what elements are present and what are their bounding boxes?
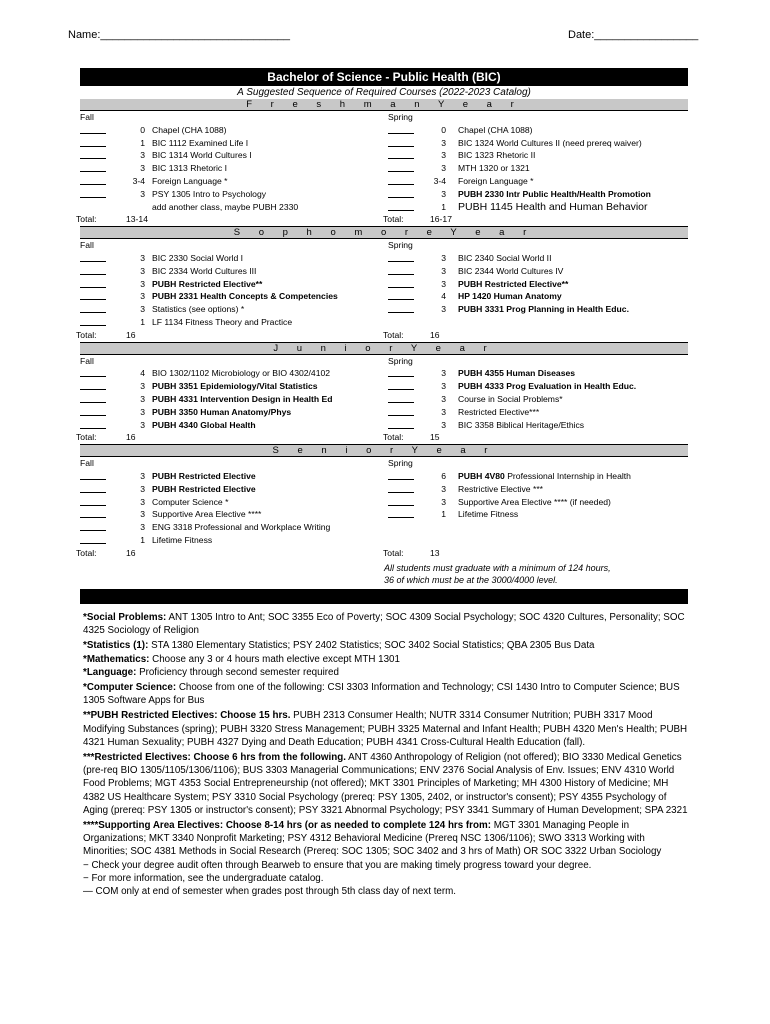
fall-hours: 3: [140, 393, 145, 404]
fall-checkbox-blank[interactable]: [80, 534, 106, 548]
fall-hours: 4: [140, 368, 145, 379]
spring-course: Lifetime Fitness: [458, 509, 519, 520]
fall-course: BIC 1313 Rhetoric I: [152, 163, 227, 174]
spring-course: PUBH 4355 Human Diseases: [458, 368, 576, 379]
course-row: [80, 303, 688, 316]
fall-checkbox-blank[interactable]: [80, 188, 106, 202]
spring-hours: 0: [441, 124, 446, 135]
year-header: F r e s h m a n Y e a r: [80, 99, 688, 111]
spring-hours: 3: [441, 163, 446, 174]
course-row: [80, 534, 688, 547]
spring-checkbox-blank[interactable]: [388, 175, 414, 189]
semester-labels: [80, 239, 688, 252]
fall-checkbox-blank[interactable]: [80, 521, 106, 535]
spring-course: BIC 1323 Rhetoric II: [458, 150, 536, 161]
footnote-pubh: **PUBH Restricted Electives: Choose 15 hrs. PUBH 2313 Consumer Health; NUTR 3314 Consumer Nutrition; PUBH 3317 Mood Modifying Substances (spring); PUBH 3320 Stress Management; PUBH 3325 Maternal and Infant Health; PUBH 4320 Men's Health; PUBH 4321 Human Sexuality; PUBH 4327 Dying and Death Education; PUBH 4341 Cross-Cultural Health Education (fall).: [83, 710, 688, 748]
fall-total-label: Total:: [76, 329, 97, 340]
fall-checkbox-blank[interactable]: [80, 265, 106, 279]
spring-checkbox-blank[interactable]: [388, 367, 414, 381]
spring-course: PUBH 3331 Prog Planning in Health Educ.: [458, 304, 629, 315]
fall-checkbox-blank[interactable]: [80, 124, 106, 138]
spring-total-value: 16-17: [430, 214, 452, 225]
fall-checkbox-blank[interactable]: [80, 496, 106, 510]
fall-label: Fall: [80, 355, 94, 366]
spring-checkbox-blank[interactable]: [388, 124, 414, 138]
fall-checkbox-blank[interactable]: [80, 316, 106, 330]
spring-course: [458, 470, 631, 483]
semester-labels: [80, 457, 688, 470]
spring-total-label: Total:: [383, 432, 404, 443]
fall-checkbox-blank[interactable]: [80, 508, 106, 522]
fall-hours: 3-4: [132, 175, 145, 186]
fall-course: Computer Science *: [152, 496, 229, 507]
course-row: [80, 278, 688, 291]
spring-checkbox-blank[interactable]: [388, 278, 414, 292]
fall-checkbox-blank[interactable]: [80, 406, 106, 420]
spring-total-label: Total:: [383, 329, 404, 340]
year-header: S e n i o r Y e a r: [80, 444, 688, 457]
fall-course: BIC 2330 Social World I: [152, 252, 244, 263]
fall-hours: 3: [140, 496, 145, 507]
spring-course: Foreign Language *: [458, 175, 534, 186]
fall-course: PSY 1305 Intro to Psychology: [152, 188, 267, 199]
totals-row: [76, 213, 688, 226]
spring-course: PUBH 2330 Intr Public Health/Health Promotion: [458, 188, 651, 199]
spring-hours: 3: [441, 265, 446, 276]
fall-total-label: Total:: [76, 547, 97, 558]
footnote-restricted: ***Restricted Electives: Choose 6 hrs from the following. ANT 4360 Anthropology of Religion (not offered); BIO 3330 Medical Genetics (pre-req BIO 1305/1105/1306/1106); BUS 3303 Managerial Communications; ENV 2376 Social Analysis of Env. Issues; ENV 4310 World Food Problems; MGT 4353 Social Entrepreneurship (not offered); MKT 3301 Principles of Marketing; MH 4300 History of Medicine; MH 4382 US Healthcare System; PSY 3310 Social Psychology (prereq: PSY 1305, 2402, or instructor's consent); PSY 4355 Psychology of Aging (prereq: PSY 1305 or instructor's consent); PSY 3321 Abnormal Psychology; PSY 3341 Summary of Human Development; SPA 2321: [83, 752, 688, 816]
course-sequence: [76, 68, 688, 604]
fall-course: BIC 1112 Examined Life I: [152, 137, 249, 148]
spring-hours: 3: [441, 278, 446, 289]
footnote-supporting: ****Supporting Area Electives: Choose 8-14 hrs (or as needed to complete 124 hrs from: MGT 3301 Managing People in Organizations; MKT 3340 Nonprofit Marketing; PSY 4312 Behavioral Medicine (Prereq NSC 1306/1106); SWO 3313 Working with Minorities; SOC 4381 Methods in Social Research (Prereq: SOC 1305; SOC 3402 and 3 hrs of Math) OR SOC 3322 Urban Sociology: [83, 820, 662, 858]
fall-total-label: Total:: [76, 432, 97, 443]
fall-course: Chapel (CHA 1088): [152, 124, 227, 135]
fall-label: Fall: [80, 240, 94, 251]
fall-hours: 3: [140, 381, 145, 392]
fall-hours: 3: [140, 265, 145, 276]
course-row: [80, 265, 688, 278]
course-row: [80, 380, 688, 393]
fall-course: BIO 1302/1102 Microbiology or BIO 4302/4102: [152, 368, 331, 379]
fall-course: PUBH Restricted Elective: [152, 470, 256, 481]
footnote-social: *Social Problems: ANT 1305 Intro to Ant; SOC 3355 Eco of Poverty; SOC 4309 Social Psychology; SOC 4320 Cultures, Personality; SOC 4325 Sociology of Religion: [83, 612, 685, 637]
spring-checkbox-blank[interactable]: [388, 303, 414, 317]
course-row: [80, 188, 688, 201]
fall-checkbox-blank[interactable]: [80, 290, 106, 304]
spring-checkbox-blank[interactable]: [388, 483, 414, 497]
spring-label: Spring: [388, 112, 413, 122]
fall-hours: 3: [140, 522, 145, 533]
spring-course: PUBH Restricted Elective**: [458, 278, 569, 289]
footnote-cs: *Computer Science: Choose from one of the following: CSI 3303 Information and Technology; CSI 1430 Intro to Computer Science; BUS 1305 Software Apps for Bus: [83, 682, 680, 707]
fall-hours: 3: [140, 291, 145, 302]
spring-course: BIC 2344 World Cultures IV: [458, 265, 564, 276]
fall-course: BIC 2334 World Cultures III: [152, 265, 257, 276]
fall-hours: 3: [140, 509, 145, 520]
fall-course: PUBH Restricted Elective**: [152, 278, 263, 289]
course-row: [80, 419, 688, 432]
fall-course: LF 1134 Fitness Theory and Practice: [152, 316, 293, 327]
fall-checkbox-blank[interactable]: [80, 393, 106, 407]
fall-course: ENG 3318 Professional and Workplace Writing: [152, 522, 331, 533]
spring-course: MTH 1320 or 1321: [458, 163, 530, 174]
fall-hours: 3: [140, 150, 145, 161]
fall-course: BIC 1314 World Cultures I: [152, 150, 252, 161]
fall-checkbox-blank[interactable]: [80, 137, 106, 151]
spring-checkbox-blank[interactable]: [388, 380, 414, 394]
fall-hours: 1: [140, 534, 145, 545]
fall-total-value: 16: [126, 329, 136, 340]
spring-hours: 3: [441, 252, 446, 263]
spring-label: Spring: [388, 240, 413, 251]
fall-hours: 1: [140, 137, 145, 148]
year-header: J u n i o r Y e a r: [80, 342, 688, 355]
fall-hours: 3: [140, 252, 145, 263]
footnote-bullet-1: − Check your degree audit often through Bearweb to ensure that you are making timely progress toward your degree.: [83, 859, 592, 871]
spring-course: Restrictive Elective ***: [458, 483, 544, 494]
spring-hours: 3: [441, 419, 446, 430]
fall-course: Supportive Area Elective ****: [152, 509, 262, 520]
course-row: [80, 290, 688, 303]
fall-checkbox-blank[interactable]: [80, 278, 106, 292]
course-row: [80, 521, 688, 534]
fall-hours: 3: [140, 304, 145, 315]
fall-checkbox-blank[interactable]: [80, 162, 106, 176]
spring-hours: 3: [441, 393, 446, 404]
fall-checkbox-blank[interactable]: [80, 252, 106, 266]
spring-checkbox-blank[interactable]: [388, 419, 414, 433]
course-title: Professional Internship in Health: [504, 470, 631, 481]
spring-hours: 4: [441, 291, 446, 302]
spring-hours: 6: [441, 470, 446, 481]
spring-hours: 3: [441, 406, 446, 417]
fall-checkbox-blank[interactable]: [80, 175, 106, 189]
spring-hours: 1: [441, 201, 446, 212]
course-row: [80, 252, 688, 265]
course-row: [80, 508, 688, 521]
course-row: [80, 149, 688, 162]
spring-label: Spring: [388, 355, 413, 366]
fall-hours: 3: [140, 483, 145, 494]
footnote-math: *Mathematics: Choose any 3 or 4 hours math elective except MTH 1301: [83, 653, 400, 665]
fall-hours: 3: [140, 406, 145, 417]
fall-hours: 1: [140, 316, 145, 327]
grad-note-line-1: All students must graduate with a minimum of 124 hours,: [384, 562, 611, 573]
fall-course: add another class, maybe PUBH 2330: [152, 201, 299, 212]
fall-course: Lifetime Fitness: [152, 534, 213, 545]
course-code: PUBH 4V80: [458, 470, 505, 481]
footnote-statistics: *Statistics (1): STA 1380 Elementary Statistics; PSY 2402 Statistics; SOC 3402 Social Statistics; QBA 2305 Bus Data: [83, 640, 595, 652]
course-row: [80, 201, 688, 214]
spring-checkbox-blank[interactable]: [388, 188, 414, 202]
spring-label: Spring: [388, 458, 413, 469]
spring-hours: 1: [441, 509, 446, 520]
course-row: [80, 124, 688, 137]
spring-course: Course in Social Problems*: [458, 393, 563, 404]
fall-total-value: 16: [126, 547, 136, 558]
course-row: [80, 137, 688, 150]
spring-course: BIC 1324 World Cultures II (need prereq waiver): [458, 137, 642, 148]
fall-label: Fall: [80, 112, 94, 122]
spring-checkbox-blank[interactable]: [388, 406, 414, 420]
spring-hours: 3-4: [433, 175, 446, 186]
totals-row: [76, 431, 688, 444]
spring-checkbox-blank[interactable]: [388, 201, 414, 215]
spring-hours: 3: [441, 188, 446, 199]
footnotes: [83, 611, 688, 898]
spring-course: BIC 3358 Biblical Heritage/Ethics: [458, 419, 585, 430]
name-field[interactable]: Name:_______________________________: [68, 29, 291, 41]
spring-course: Restricted Elective***: [458, 406, 540, 417]
fall-hours: 0: [140, 124, 145, 135]
fall-checkbox-blank[interactable]: [80, 470, 106, 484]
fall-course: Statistics (see options) *: [152, 304, 245, 315]
fall-hours: 3: [140, 188, 145, 199]
spring-course: BIC 2340 Social World II: [458, 252, 552, 263]
fall-hours: 3: [140, 278, 145, 289]
spring-checkbox-blank[interactable]: [388, 393, 414, 407]
spring-course: PUBH 4333 Prog Evaluation in Health Educ.: [458, 381, 637, 392]
footnote-language: *Language: Proficiency through second semester required: [83, 666, 339, 678]
spring-total-value: 13: [430, 547, 440, 558]
semester-labels: [80, 111, 688, 124]
spring-total-label: Total:: [383, 214, 404, 225]
fall-hours: 3: [140, 163, 145, 174]
spring-total-value: 16: [430, 329, 440, 340]
grad-note-line-2: 36 of which must be at the 3000/4000 level.: [384, 574, 558, 585]
spring-checkbox-blank[interactable]: [388, 252, 414, 266]
totals-row: [76, 547, 688, 560]
spring-hours: 3: [441, 150, 446, 161]
spring-hours: 3: [441, 496, 446, 507]
fall-checkbox-blank[interactable]: [80, 380, 106, 394]
fall-total-value: 13-14: [126, 214, 148, 225]
end-bar: [80, 589, 688, 604]
spring-hours: 3: [441, 137, 446, 148]
spring-checkbox-blank[interactable]: [388, 508, 414, 522]
spring-checkbox-blank[interactable]: [388, 149, 414, 163]
fall-hours: 3: [140, 470, 145, 481]
spring-checkbox-blank[interactable]: [388, 162, 414, 176]
spring-course: PUBH 1145 Health and Human Behavior: [458, 200, 648, 213]
course-row: [80, 406, 688, 419]
fall-checkbox-blank[interactable]: [80, 483, 106, 497]
spring-hours: 3: [441, 381, 446, 392]
semester-labels: [80, 355, 688, 368]
footnote-bullet-2: − For more information, see the undergraduate catalog.: [83, 872, 324, 884]
spring-course: HP 1420 Human Anatomy: [458, 291, 562, 302]
course-row: [80, 367, 688, 380]
spring-checkbox-blank[interactable]: [388, 496, 414, 510]
spring-total-label: Total:: [383, 547, 404, 558]
fall-course: Foreign Language *: [152, 175, 228, 186]
year-header: S o p h o m o r e Y e a r: [80, 226, 688, 239]
fall-label: Fall: [80, 458, 94, 469]
spring-total-value: 15: [430, 432, 440, 443]
course-row: [80, 393, 688, 406]
course-row: [80, 162, 688, 175]
spring-course: Chapel (CHA 1088): [458, 124, 533, 135]
fall-course: PUBH 4331 Intervention Design in Health Ed: [152, 393, 333, 404]
date-field[interactable]: Date:_________________: [568, 29, 699, 41]
course-row: [80, 483, 688, 496]
course-row: [80, 470, 688, 483]
spring-hours: 3: [441, 304, 446, 315]
spring-hours: 3: [441, 483, 446, 494]
spring-hours: 3: [441, 368, 446, 379]
document-title: Bachelor of Science - Public Health (BIC): [80, 68, 688, 86]
totals-row: [76, 329, 688, 342]
course-row: [80, 496, 688, 509]
spring-checkbox-blank[interactable]: [388, 265, 414, 279]
fall-checkbox-blank[interactable]: [80, 303, 106, 317]
fall-course: PUBH 4340 Global Health: [152, 419, 256, 430]
graduation-note: [80, 560, 688, 586]
fall-total-label: Total:: [76, 214, 97, 225]
fall-checkbox-blank[interactable]: [80, 149, 106, 163]
document-subtitle: A Suggested Sequence of Required Courses (2022-2023 Catalog): [237, 87, 531, 98]
course-row: [80, 316, 688, 329]
fall-checkbox-blank[interactable]: [80, 419, 106, 433]
spring-checkbox-blank[interactable]: [388, 290, 414, 304]
fall-total-value: 16: [126, 432, 136, 443]
fall-course: PUBH 3350 Human Anatomy/Phys: [152, 406, 292, 417]
spring-checkbox-blank[interactable]: [388, 470, 414, 484]
years-container: [76, 99, 688, 560]
fall-course: PUBH 2331 Health Concepts & Competencies: [152, 291, 338, 302]
fall-course: PUBH 3351 Epidemiology/Vital Statistics: [152, 381, 318, 392]
spring-checkbox-blank[interactable]: [388, 137, 414, 151]
spring-course: Supportive Area Elective **** (if needed): [458, 496, 611, 507]
course-row: [80, 175, 688, 188]
fall-hours: 3: [140, 419, 145, 430]
footnote-bullet-3: — COM only at end of semester when grades post through 5th class day of next term.: [83, 886, 457, 898]
fall-course: PUBH Restricted Elective: [152, 483, 256, 494]
fall-checkbox-blank[interactable]: [80, 367, 106, 381]
